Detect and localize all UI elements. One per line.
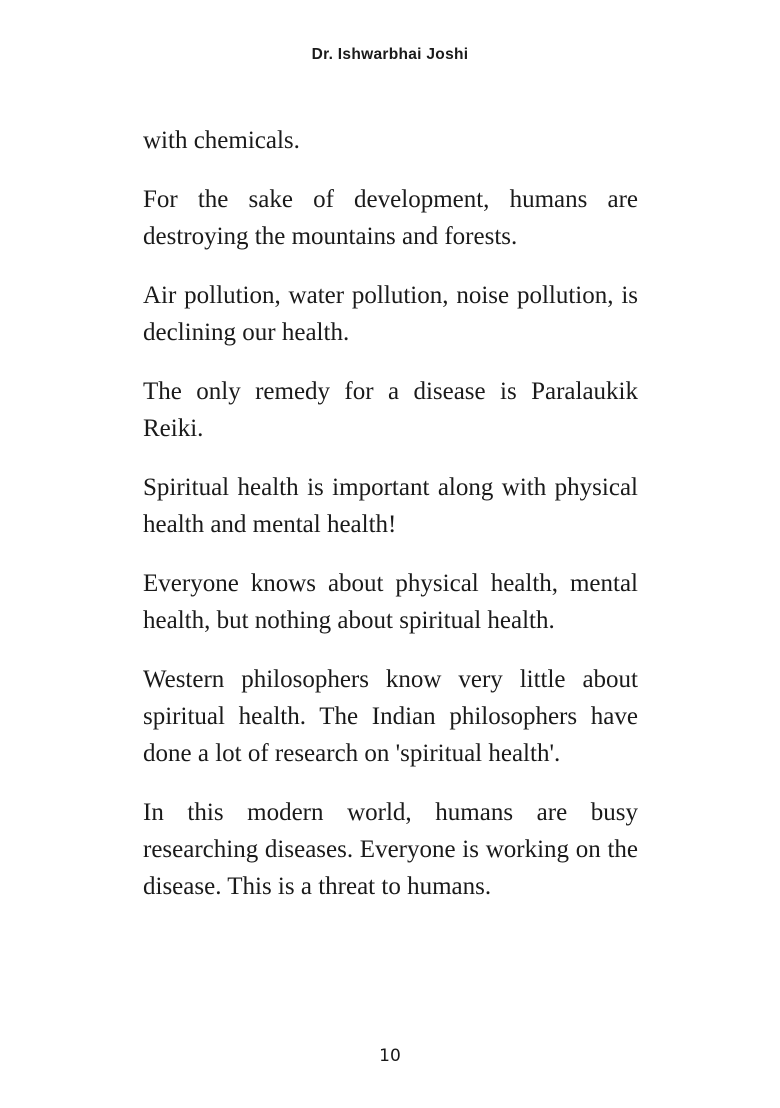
paragraph: Western philosophers know very little about spiritual health. The Indian philosophers have done a lot of research on 'spiritual health'.	[143, 666, 638, 767]
paragraph: The only remedy for a disease is Paralaukik Reiki.	[143, 378, 638, 442]
body-text	[143, 122, 638, 927]
paragraph: For the sake of development, humans are destroying the mountains and forests.	[143, 186, 638, 250]
running-header-author: Dr. Ishwarbhai Joshi	[311, 46, 469, 63]
paragraph: with chemicals.	[143, 127, 300, 154]
paragraph: Everyone knows about physical health, mental health, but nothing about spiritual health.	[143, 570, 638, 634]
paragraph: Air pollution, water pollution, noise pollution, is declining our health.	[143, 282, 638, 346]
page-number: 10	[379, 1046, 401, 1066]
paragraph: Spiritual health is important along with physical health and mental health!	[143, 474, 638, 538]
paragraph: In this modern world, humans are busy researching diseases. Everyone is working on the disease. This is a threat to humans.	[143, 799, 638, 900]
